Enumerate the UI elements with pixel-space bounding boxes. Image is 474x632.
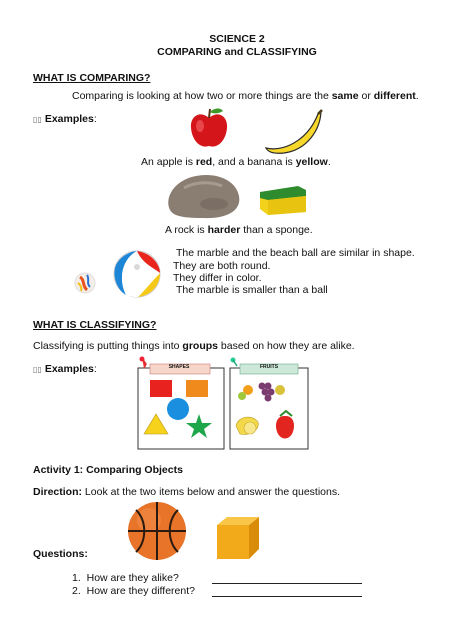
topic-title: COMPARING and CLASSIFYING <box>157 46 317 58</box>
sponge-image <box>258 186 308 216</box>
classifying-definition: Classifying is putting things into groups based on how they are alike. <box>33 340 355 352</box>
shapes-label: SHAPES <box>168 364 190 370</box>
subject-title: SCIENCE 2 <box>209 33 265 45</box>
bullet-icon: ▯▯ <box>33 115 42 124</box>
rock-sponge-sentence: A rock is harder than a sponge. <box>165 224 313 236</box>
apple-image <box>188 106 230 150</box>
marble-line-2: They are both round. <box>173 260 271 272</box>
classifying-examples-label: ▯▯ Examples: <box>33 363 97 375</box>
shapes-board <box>136 356 226 451</box>
fruits-label: FRUITS <box>259 364 279 370</box>
question-1: 1. How are they alike? <box>72 572 179 584</box>
comparing-examples-label: ▯▯ Examples: <box>33 113 97 125</box>
comparing-heading: WHAT IS COMPARING? <box>33 72 151 84</box>
comparing-definition: Comparing is looking at how two or more things are the same or different. <box>72 90 419 102</box>
cube-image <box>215 515 261 561</box>
classifying-heading: WHAT IS CLASSIFYING? <box>33 319 157 331</box>
marble-line-4: The marble is smaller than a ball <box>176 284 328 296</box>
marble-line-3: They differ in color. <box>173 272 262 284</box>
direction-text: Direction: Look at the two items below and answer the questions. <box>33 486 340 498</box>
activity-title: Activity 1: Comparing Objects <box>33 464 183 476</box>
basketball-image <box>125 500 189 562</box>
beach-ball-image <box>112 249 162 299</box>
marble-line-1: The marble and the beach ball are similar in shape. <box>176 247 415 259</box>
apple-banana-sentence: An apple is red, and a banana is yellow. <box>141 156 331 168</box>
question-2: 2. How are they different? <box>72 585 195 597</box>
marble-image <box>73 271 97 295</box>
bullet-icon: ▯▯ <box>33 365 42 374</box>
fruits-board <box>228 356 310 451</box>
rock-image <box>164 172 242 220</box>
banana-image <box>262 108 324 154</box>
questions-label: Questions: <box>33 548 88 560</box>
answer-line-2[interactable] <box>212 584 362 602</box>
